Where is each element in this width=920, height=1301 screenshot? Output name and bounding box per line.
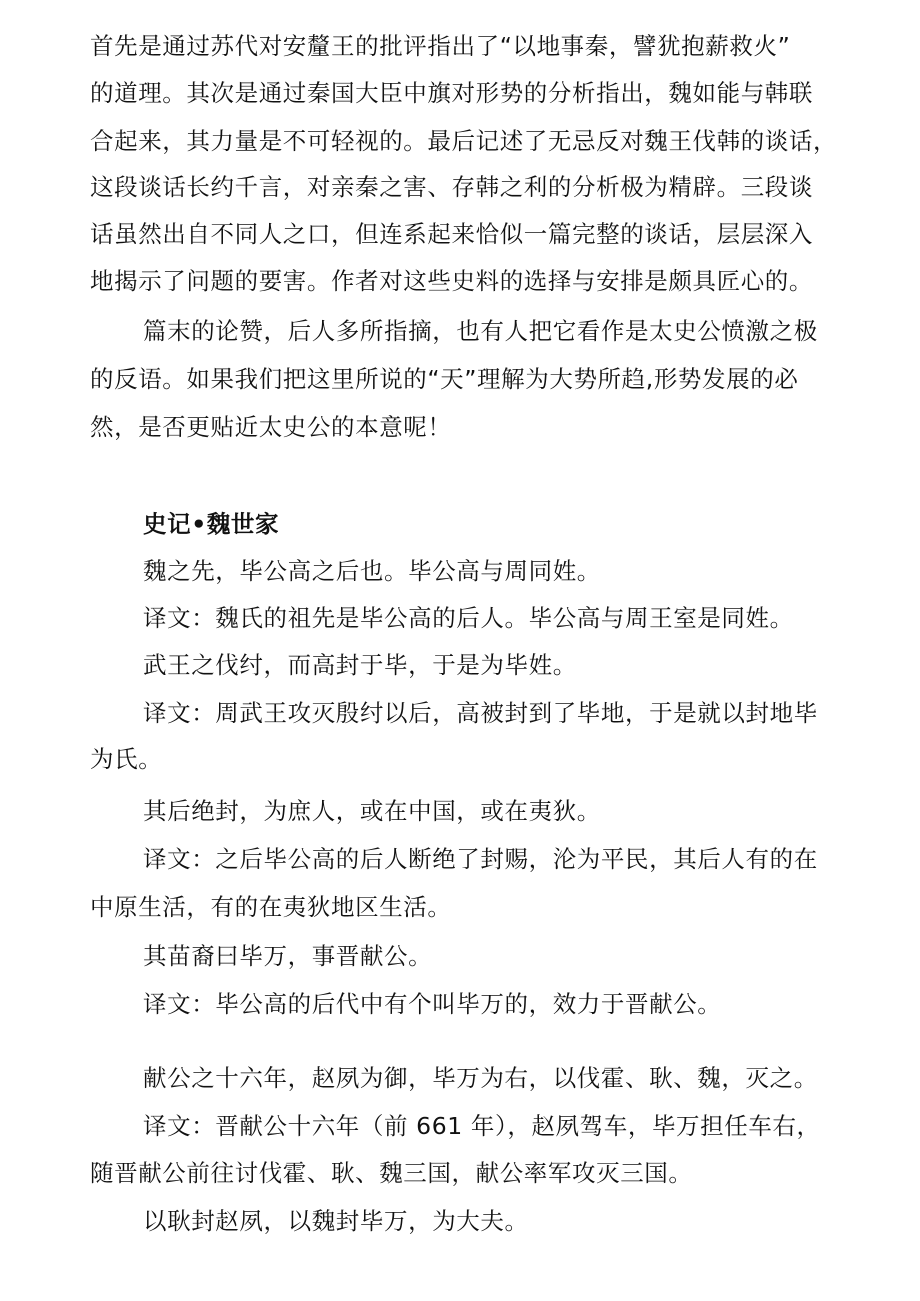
original-text: 以耿封赵夙，以魏封毕万，为大夫。 bbox=[143, 1207, 529, 1235]
text-line: 的道理。其次是通过秦国大臣中旗对形势的分析指出，魏如能与韩联 bbox=[90, 79, 813, 107]
original-text: 其苗裔曰毕万，事晋献公。 bbox=[143, 942, 433, 970]
translation-text: 随晋献公前往讨伐霍、耿、魏三国，献公率军攻灭三国。 bbox=[90, 1159, 693, 1187]
text-line: 篇末的论赞，后人多所指摘，也有人把它看作是太史公愤激之极 bbox=[143, 317, 818, 345]
translation-text: 译文：毕公高的后代中有个叫毕万的，效力于晋献公。 bbox=[143, 990, 722, 1018]
text-line: 的反语。如果我们把这里所说的“天”理解为大势所趋,形势发展的必 bbox=[90, 365, 799, 393]
text-line: 话虽然出自不同人之口，但连系起来恰似一篇完整的谈话，层层深入 bbox=[90, 220, 813, 248]
original-text: 其后绝封，为庶人，或在中国，或在夷狄。 bbox=[143, 797, 601, 825]
text-line: 然，是否更贴近太史公的本意呢！ bbox=[90, 413, 452, 441]
translation-text: 译文：晋献公十六年（前 661 年），赵夙驾车，毕万担任车右， bbox=[143, 1112, 821, 1140]
translation-text: 译文：魏氏的祖先是毕公高的后人。毕公高与周王室是同姓。 bbox=[143, 604, 794, 632]
text-line: 首先是通过苏代对安釐王的批评指出了“以地事秦，譬犹抱薪救火” bbox=[90, 32, 791, 60]
section-title: 史记•魏世家 bbox=[143, 510, 280, 538]
translation-text: 译文：周武王攻灭殷纣以后，高被封到了毕地，于是就以封地毕 bbox=[143, 699, 818, 727]
original-text: 献公之十六年，赵夙为御，毕万为右，以伐霍、耿、魏，灭之。 bbox=[143, 1064, 818, 1092]
original-text: 武王之伐纣，而高封于毕，于是为毕姓。 bbox=[143, 651, 577, 679]
original-text: 魏之先，毕公高之后也。毕公高与周同姓。 bbox=[143, 557, 601, 585]
translation-text: 译文：之后毕公高的后人断绝了封赐，沦为平民，其后人有的在 bbox=[143, 845, 818, 873]
text-line: 合起来，其力量是不可轻视的。最后记述了无忌反对魏王伐韩的谈话， bbox=[90, 127, 838, 155]
translation-text: 中原生活，有的在夷狄地区生活。 bbox=[90, 893, 452, 921]
text-line: 地揭示了问题的要害。作者对这些史料的选择与安排是颇具匠心的。 bbox=[90, 267, 813, 295]
translation-text: 为氏。 bbox=[90, 745, 163, 773]
text-line: 这段谈话长约千言，对亲秦之害、存韩之利的分析极为精辟。三段谈 bbox=[90, 173, 813, 201]
